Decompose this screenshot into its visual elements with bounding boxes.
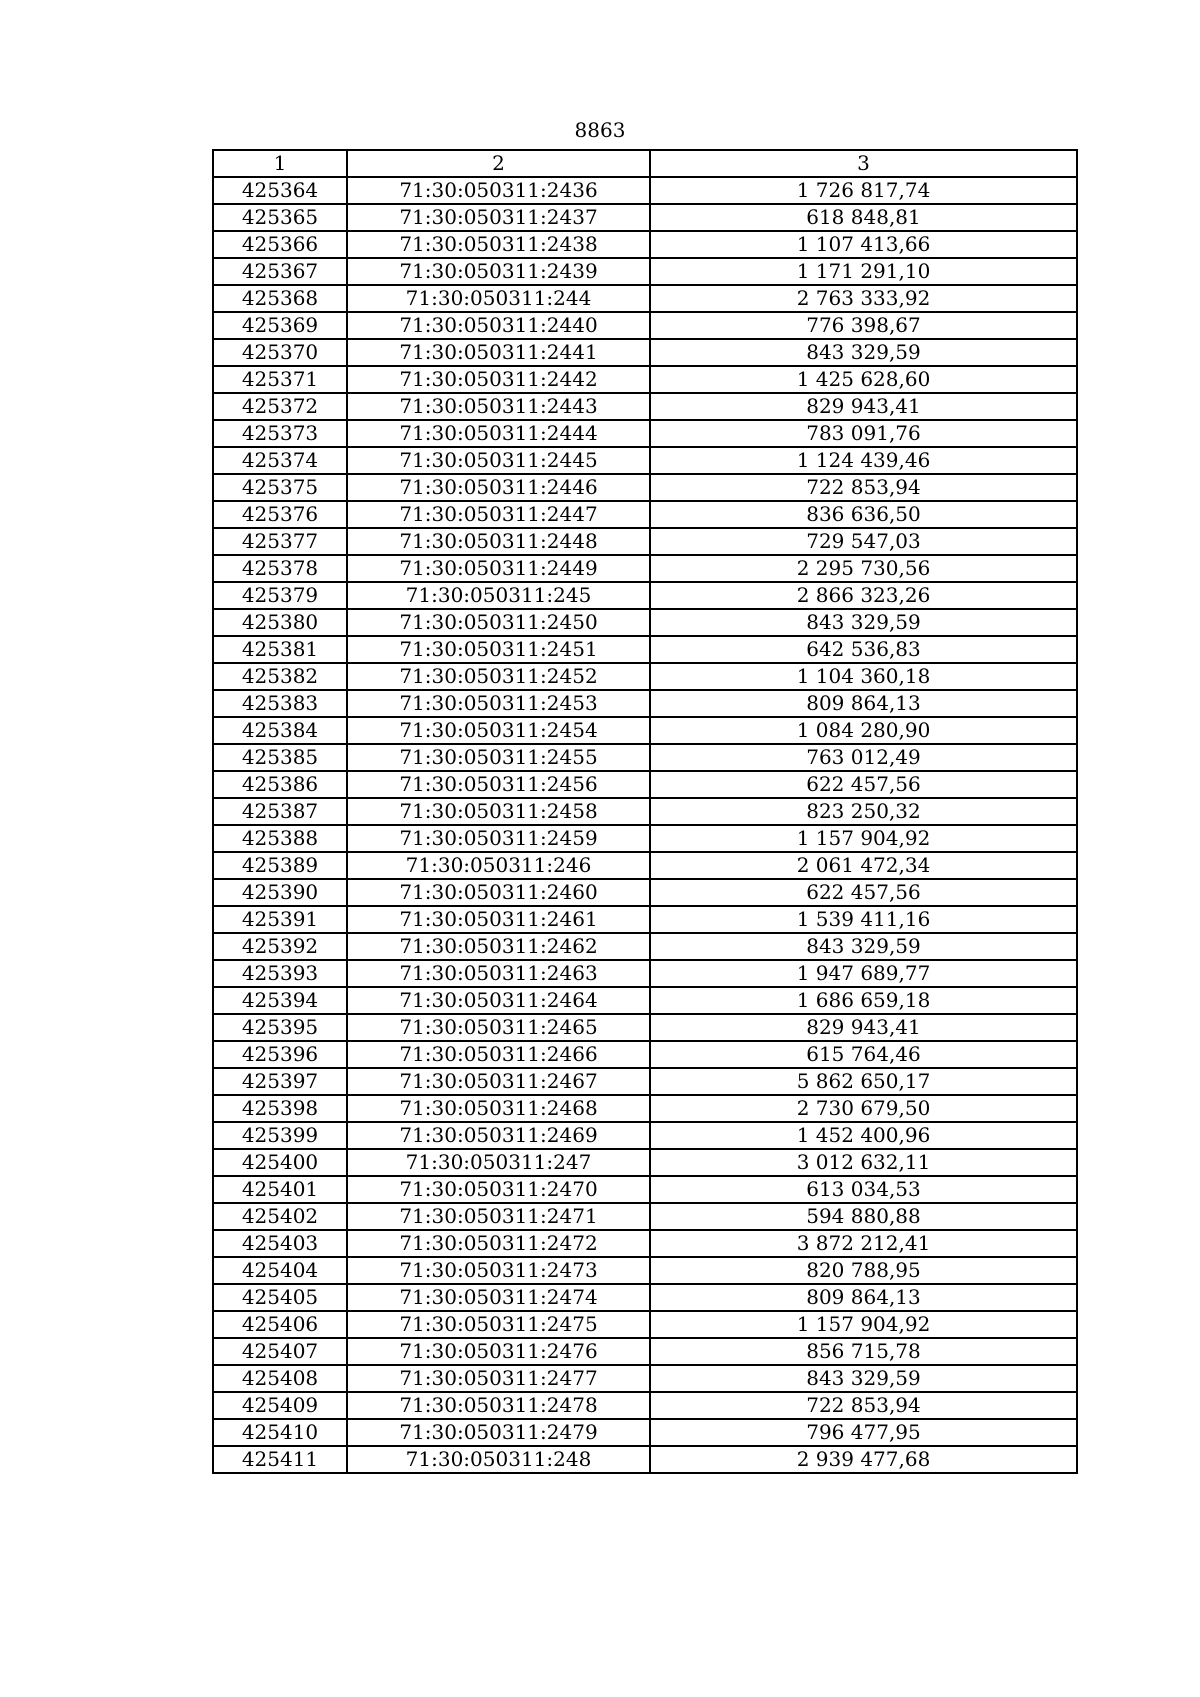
table-row (213, 177, 1077, 204)
table-row (213, 1122, 1077, 1149)
table-row (213, 744, 1077, 771)
row-number-cell: 425406 (213, 1311, 347, 1338)
table-row (213, 231, 1077, 258)
row-number-cell: 425409 (213, 1392, 347, 1419)
cadastral-number-cell: 71:30:050311:2442 (347, 366, 650, 393)
cadastral-value-cell: 1 107 413,66 (650, 231, 1077, 258)
cadastral-value-cell: 856 715,78 (650, 1338, 1077, 1365)
cadastral-value-cell: 783 091,76 (650, 420, 1077, 447)
cadastral-number-cell: 71:30:050311:2443 (347, 393, 650, 420)
table-row (213, 1392, 1077, 1419)
table-row (213, 339, 1077, 366)
cadastral-number-cell: 71:30:050311:2469 (347, 1122, 650, 1149)
row-number-cell: 425365 (213, 204, 347, 231)
cadastral-number-cell: 71:30:050311:2441 (347, 339, 650, 366)
cadastral-value-cell: 622 457,56 (650, 771, 1077, 798)
table-row (213, 663, 1077, 690)
cadastral-number-cell: 71:30:050311:2463 (347, 960, 650, 987)
row-number-cell: 425387 (213, 798, 347, 825)
row-number-cell: 425367 (213, 258, 347, 285)
cadastral-number-cell: 71:30:050311:2478 (347, 1392, 650, 1419)
cadastral-value-cell: 1 104 360,18 (650, 663, 1077, 690)
cadastral-number-cell: 71:30:050311:2477 (347, 1365, 650, 1392)
cadastral-value-cell: 3 012 632,11 (650, 1149, 1077, 1176)
cadastral-value-cell: 843 329,59 (650, 1365, 1077, 1392)
cadastral-value-cell: 1 124 439,46 (650, 447, 1077, 474)
table-row (213, 1284, 1077, 1311)
table-row (213, 1014, 1077, 1041)
cadastral-value-cell: 1 157 904,92 (650, 1311, 1077, 1338)
table-row (213, 1311, 1077, 1338)
cadastral-value-cell: 594 880,88 (650, 1203, 1077, 1230)
table-row (213, 1257, 1077, 1284)
table-row (213, 771, 1077, 798)
cadastral-number-cell: 71:30:050311:2470 (347, 1176, 650, 1203)
cadastral-value-cell: 843 329,59 (650, 609, 1077, 636)
table-row (213, 1176, 1077, 1203)
cadastral-value-cell: 1 425 628,60 (650, 366, 1077, 393)
row-number-cell: 425408 (213, 1365, 347, 1392)
row-number-cell: 425404 (213, 1257, 347, 1284)
cadastral-number-cell: 71:30:050311:2471 (347, 1203, 650, 1230)
table-header-row (213, 150, 1077, 177)
row-number-cell: 425398 (213, 1095, 347, 1122)
table-row (213, 1338, 1077, 1365)
table-row (213, 393, 1077, 420)
cadastral-number-cell: 71:30:050311:2450 (347, 609, 650, 636)
cadastral-number-cell: 71:30:050311:2440 (347, 312, 650, 339)
cadastral-number-cell: 71:30:050311:2448 (347, 528, 650, 555)
cadastral-number-cell: 71:30:050311:2458 (347, 798, 650, 825)
table-row (213, 1419, 1077, 1446)
cadastral-number-cell: 71:30:050311:2446 (347, 474, 650, 501)
row-number-cell: 425392 (213, 933, 347, 960)
cadastral-number-cell: 71:30:050311:2436 (347, 177, 650, 204)
row-number-cell: 425390 (213, 879, 347, 906)
row-number-cell: 425385 (213, 744, 347, 771)
cadastral-value-cell: 2 866 323,26 (650, 582, 1077, 609)
row-number-cell: 425407 (213, 1338, 347, 1365)
row-number-cell: 425375 (213, 474, 347, 501)
cadastral-number-cell: 71:30:050311:2456 (347, 771, 650, 798)
row-number-cell: 425373 (213, 420, 347, 447)
cadastral-value-cell: 613 034,53 (650, 1176, 1077, 1203)
row-number-cell: 425389 (213, 852, 347, 879)
cadastral-value-cell: 722 853,94 (650, 474, 1077, 501)
cadastral-value-cell: 1 947 689,77 (650, 960, 1077, 987)
table-row (213, 879, 1077, 906)
cadastral-value-cell: 1 726 817,74 (650, 177, 1077, 204)
row-number-cell: 425402 (213, 1203, 347, 1230)
cadastral-value-cell: 2 939 477,68 (650, 1446, 1077, 1473)
table-row (213, 204, 1077, 231)
row-number-cell: 425380 (213, 609, 347, 636)
cadastral-number-cell: 71:30:050311:2438 (347, 231, 650, 258)
row-number-cell: 425378 (213, 555, 347, 582)
row-number-cell: 425397 (213, 1068, 347, 1095)
row-number-cell: 425381 (213, 636, 347, 663)
table-row (213, 474, 1077, 501)
row-number-cell: 425374 (213, 447, 347, 474)
column-header-3: 3 (650, 150, 1077, 177)
cadastral-number-cell: 71:30:050311:2474 (347, 1284, 650, 1311)
cadastral-value-cell: 615 764,46 (650, 1041, 1077, 1068)
cadastral-value-cell: 2 061 472,34 (650, 852, 1077, 879)
cadastral-value-cell: 3 872 212,41 (650, 1230, 1077, 1257)
row-number-cell: 425405 (213, 1284, 347, 1311)
cadastral-value-cell: 843 329,59 (650, 933, 1077, 960)
table-row (213, 852, 1077, 879)
cadastral-number-cell: 71:30:050311:248 (347, 1446, 650, 1473)
table-body (213, 150, 1077, 1473)
table-row (213, 1365, 1077, 1392)
cadastral-number-cell: 71:30:050311:2467 (347, 1068, 650, 1095)
cadastral-value-cell: 618 848,81 (650, 204, 1077, 231)
table-row (213, 1149, 1077, 1176)
table-row (213, 636, 1077, 663)
cadastral-value-cell: 829 943,41 (650, 393, 1077, 420)
cadastral-number-cell: 71:30:050311:2468 (347, 1095, 650, 1122)
table-row (213, 555, 1077, 582)
cadastral-number-cell: 71:30:050311:244 (347, 285, 650, 312)
table-row (213, 987, 1077, 1014)
cadastral-number-cell: 71:30:050311:2465 (347, 1014, 650, 1041)
row-number-cell: 425400 (213, 1149, 347, 1176)
cadastral-value-cell: 809 864,13 (650, 1284, 1077, 1311)
cadastral-number-cell: 71:30:050311:2452 (347, 663, 650, 690)
cadastral-value-cell: 1 539 411,16 (650, 906, 1077, 933)
table-row (213, 1095, 1077, 1122)
table-row (213, 1041, 1077, 1068)
table-row (213, 258, 1077, 285)
row-number-cell: 425411 (213, 1446, 347, 1473)
table-row (213, 366, 1077, 393)
column-header-1: 1 (213, 150, 347, 177)
cadastral-value-cell: 843 329,59 (650, 339, 1077, 366)
cadastral-number-cell: 71:30:050311:2451 (347, 636, 650, 663)
cadastral-value-cell: 722 853,94 (650, 1392, 1077, 1419)
row-number-cell: 425364 (213, 177, 347, 204)
cadastral-number-cell: 71:30:050311:246 (347, 852, 650, 879)
row-number-cell: 425376 (213, 501, 347, 528)
cadastral-number-cell: 71:30:050311:2453 (347, 690, 650, 717)
cadastral-value-cell: 1 171 291,10 (650, 258, 1077, 285)
cadastral-number-cell: 71:30:050311:2460 (347, 879, 650, 906)
cadastral-number-cell: 71:30:050311:2462 (347, 933, 650, 960)
cadastral-number-cell: 71:30:050311:2437 (347, 204, 650, 231)
cadastral-number-cell: 71:30:050311:2449 (347, 555, 650, 582)
cadastral-value-cell: 776 398,67 (650, 312, 1077, 339)
table-row (213, 420, 1077, 447)
row-number-cell: 425403 (213, 1230, 347, 1257)
cadastral-value-cell: 763 012,49 (650, 744, 1077, 771)
row-number-cell: 425368 (213, 285, 347, 312)
row-number-cell: 425391 (213, 906, 347, 933)
cadastral-number-cell: 71:30:050311:2454 (347, 717, 650, 744)
cadastral-value-cell: 1 686 659,18 (650, 987, 1077, 1014)
table-row (213, 447, 1077, 474)
cadastral-number-cell: 71:30:050311:2466 (347, 1041, 650, 1068)
row-number-cell: 425377 (213, 528, 347, 555)
cadastral-number-cell: 71:30:050311:2461 (347, 906, 650, 933)
row-number-cell: 425384 (213, 717, 347, 744)
cadastral-number-cell: 71:30:050311:2475 (347, 1311, 650, 1338)
row-number-cell: 425388 (213, 825, 347, 852)
table-row (213, 906, 1077, 933)
table-row (213, 690, 1077, 717)
cadastral-value-table (212, 149, 1078, 1474)
cadastral-value-cell: 2 295 730,56 (650, 555, 1077, 582)
table-row (213, 960, 1077, 987)
cadastral-value-cell: 1 452 400,96 (650, 1122, 1077, 1149)
table-row (213, 1230, 1077, 1257)
cadastral-number-cell: 71:30:050311:2472 (347, 1230, 650, 1257)
row-number-cell: 425410 (213, 1419, 347, 1446)
row-number-cell: 425399 (213, 1122, 347, 1149)
table-row (213, 609, 1077, 636)
cadastral-value-cell: 1 084 280,90 (650, 717, 1077, 744)
row-number-cell: 425382 (213, 663, 347, 690)
cadastral-value-cell: 823 250,32 (650, 798, 1077, 825)
row-number-cell: 425366 (213, 231, 347, 258)
cadastral-number-cell: 71:30:050311:2473 (347, 1257, 650, 1284)
table-row (213, 1068, 1077, 1095)
cadastral-value-cell: 836 636,50 (650, 501, 1077, 528)
table-row (213, 825, 1077, 852)
cadastral-value-cell: 796 477,95 (650, 1419, 1077, 1446)
row-number-cell: 425386 (213, 771, 347, 798)
cadastral-number-cell: 71:30:050311:2445 (347, 447, 650, 474)
row-number-cell: 425395 (213, 1014, 347, 1041)
cadastral-value-cell: 829 943,41 (650, 1014, 1077, 1041)
column-header-2: 2 (347, 150, 650, 177)
cadastral-value-cell: 622 457,56 (650, 879, 1077, 906)
page-number: 8863 (574, 118, 626, 142)
cadastral-value-cell: 820 788,95 (650, 1257, 1077, 1284)
cadastral-number-cell: 71:30:050311:2439 (347, 258, 650, 285)
cadastral-value-cell: 5 862 650,17 (650, 1068, 1077, 1095)
row-number-cell: 425372 (213, 393, 347, 420)
cadastral-number-cell: 71:30:050311:2476 (347, 1338, 650, 1365)
cadastral-number-cell: 71:30:050311:247 (347, 1149, 650, 1176)
table-row (213, 312, 1077, 339)
table-row (213, 1203, 1077, 1230)
cadastral-value-cell: 729 547,03 (650, 528, 1077, 555)
cadastral-value-cell: 2 730 679,50 (650, 1095, 1077, 1122)
cadastral-number-cell: 71:30:050311:245 (347, 582, 650, 609)
cadastral-value-cell: 1 157 904,92 (650, 825, 1077, 852)
table-row (213, 528, 1077, 555)
row-number-cell: 425379 (213, 582, 347, 609)
table-row (213, 933, 1077, 960)
cadastral-number-cell: 71:30:050311:2455 (347, 744, 650, 771)
cadastral-number-cell: 71:30:050311:2447 (347, 501, 650, 528)
table-row (213, 717, 1077, 744)
row-number-cell: 425383 (213, 690, 347, 717)
table-row (213, 1446, 1077, 1473)
row-number-cell: 425369 (213, 312, 347, 339)
cadastral-value-cell: 2 763 333,92 (650, 285, 1077, 312)
row-number-cell: 425371 (213, 366, 347, 393)
row-number-cell: 425401 (213, 1176, 347, 1203)
table-row (213, 285, 1077, 312)
cadastral-value-cell: 809 864,13 (650, 690, 1077, 717)
row-number-cell: 425370 (213, 339, 347, 366)
table-row (213, 798, 1077, 825)
cadastral-number-cell: 71:30:050311:2479 (347, 1419, 650, 1446)
row-number-cell: 425394 (213, 987, 347, 1014)
row-number-cell: 425393 (213, 960, 347, 987)
table-row (213, 501, 1077, 528)
cadastral-number-cell: 71:30:050311:2444 (347, 420, 650, 447)
row-number-cell: 425396 (213, 1041, 347, 1068)
cadastral-number-cell: 71:30:050311:2464 (347, 987, 650, 1014)
cadastral-value-cell: 642 536,83 (650, 636, 1077, 663)
table-row (213, 582, 1077, 609)
cadastral-number-cell: 71:30:050311:2459 (347, 825, 650, 852)
